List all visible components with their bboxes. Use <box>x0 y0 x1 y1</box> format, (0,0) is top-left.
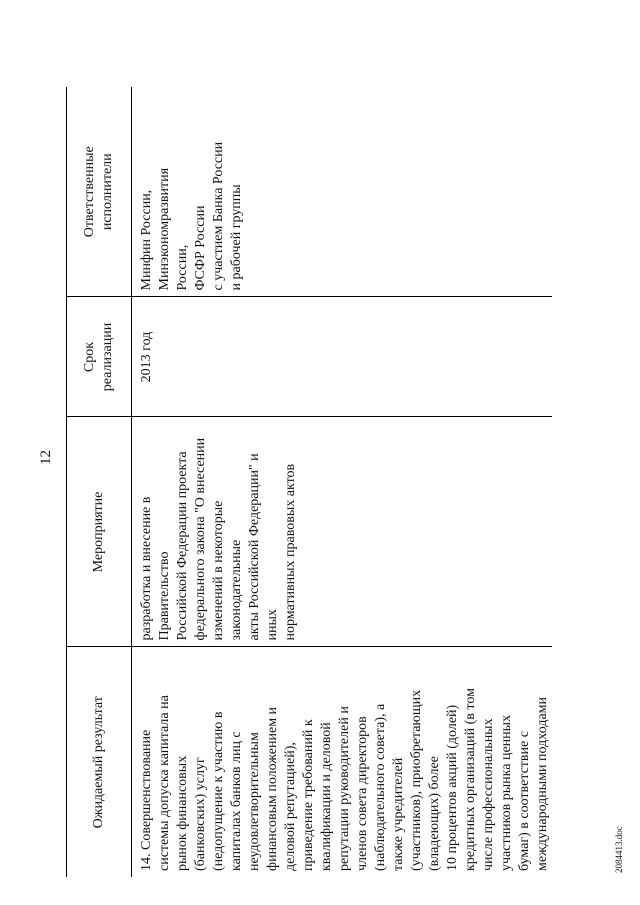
header-deadline: Срок реализации <box>67 297 132 417</box>
cell-responsible: Минфин России, Минэкономразвития России, ФСФР России с участием Банка России и рабочей группы <box>132 87 553 297</box>
header-activity: Мероприятие <box>67 417 132 647</box>
cell-activity: разработка и внесение в Правительство Российской Федерации проекта федерального закона "О внесении изменений в некоторые законодательные акты Российской Федерации" и иных нормативных правовых актов <box>132 417 553 647</box>
table-header-row <box>67 87 132 877</box>
cell-expected-result: 14. Совершенствование системы допуска капитала на рынок финансовых (банковских) услуг (недопущение к участию в капиталах банков лиц с неудовлетворительным финансовым положением и деловой репутацией), приведение требований к квалификации и деловой репутации руководителей и членов совета директоров (наблюдательного совета), а также учредителей (участников), приобретающих (владеющих) более 10 процентов акций (долей) кредитных организаций (в том числе профессиональных участников рынка ценных бумаг) в соответствие с международными подходами <box>139 688 550 871</box>
table-row <box>132 87 553 877</box>
measures-table <box>66 87 552 877</box>
header-responsible: Ответственные исполнители <box>67 87 132 297</box>
document-filename: 2084413.doc <box>614 826 624 873</box>
header-expected-result: Ожидаемый результат <box>67 647 132 877</box>
cell-deadline: 2013 год <box>132 297 553 417</box>
page-number: 12 <box>38 450 54 465</box>
